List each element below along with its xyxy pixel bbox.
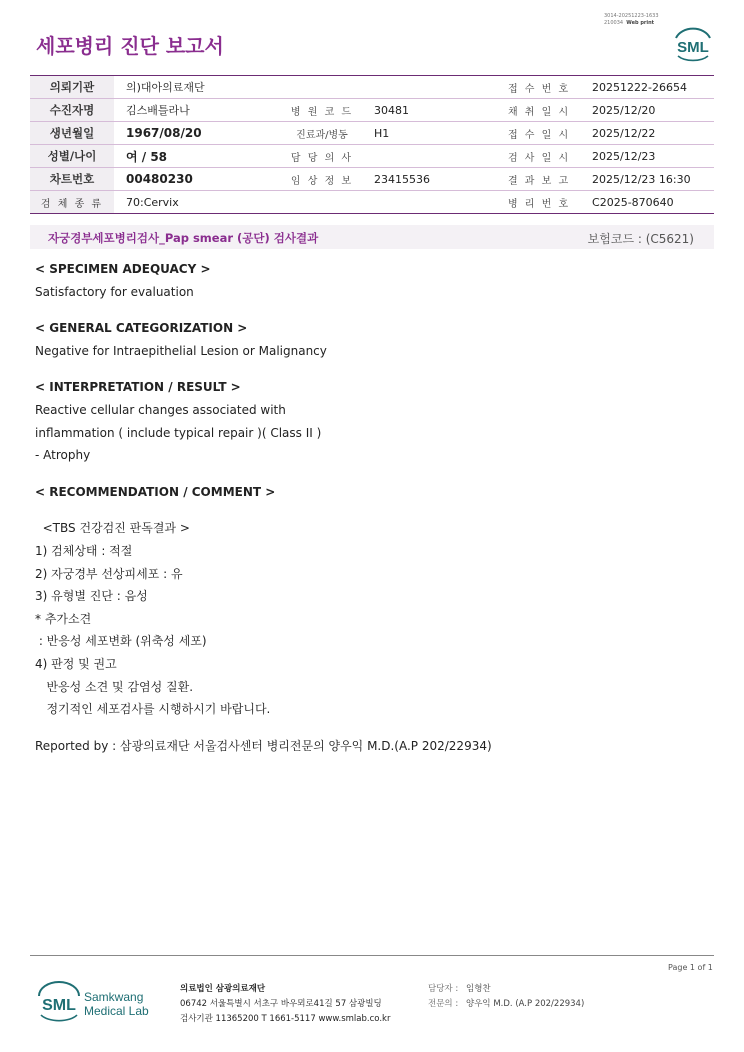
- specimen-value: 70:Cervix: [126, 195, 179, 209]
- test-title-bar: [30, 225, 714, 249]
- org-contact: 검사기관 11365200 T 1661-5117 www.smlab.co.kr: [180, 1014, 391, 1024]
- category-heading: < GENERAL CATEGORIZATION >: [35, 321, 248, 336]
- adequacy-text: Satisfactory for evaluation: [35, 284, 194, 299]
- recommendation-line: : 반응성 세포변화 (위축성 세포): [35, 634, 207, 649]
- interpretation-line: inflammation ( include typical repair )( Class II ): [35, 425, 322, 440]
- exam-date-label: 검 사 일 시: [498, 145, 580, 168]
- recommendation-line: * 추가소견: [35, 611, 92, 626]
- sex-age-label: 성별/나이: [30, 145, 114, 168]
- specimen-label: 검 체 종 류: [30, 191, 114, 214]
- recommendation-heading: < RECOMMENDATION / COMMENT >: [35, 484, 276, 499]
- hosp-code-label: 병 원 코 드: [282, 99, 362, 122]
- patient-value: 김스배틀라나: [114, 99, 282, 122]
- web-print-label: Web print: [626, 20, 655, 26]
- info-row: [30, 168, 714, 191]
- org-label: 의뢰기관: [30, 76, 114, 99]
- patient-info-table: [30, 75, 714, 214]
- footer-organization: [180, 982, 390, 1027]
- info-row: [30, 76, 714, 99]
- receipt-no-value: 20251222-26654: [580, 76, 714, 99]
- receipt-date-value: 2025/12/22: [580, 122, 714, 145]
- recommendation-line: 정기적인 세포검사를 시행하시기 바랍니다.: [35, 702, 271, 717]
- birth-label: 생년월일: [30, 122, 114, 145]
- birth-value: 1967/08/20: [114, 122, 282, 145]
- path-no-label: 병 리 번 호: [507, 198, 571, 210]
- info-row: [30, 191, 714, 214]
- brand-line-2: Medical Lab: [84, 1004, 149, 1018]
- org-name: 의료법인 삼광의료재단: [180, 984, 266, 994]
- path-no-value: C2025-870640: [592, 195, 674, 209]
- recommendation-line: 반응성 소견 및 감염성 질환.: [35, 679, 194, 694]
- brand-line-1: Samkwang: [84, 990, 144, 1004]
- staff-label: 담당자 :: [428, 984, 459, 994]
- print-sub: 210034: [604, 20, 624, 26]
- receipt-no-label: 접 수 번 호: [498, 76, 580, 99]
- sex-age-value: 여 / 58: [114, 145, 282, 168]
- collect-date-label: 채 취 일 시: [498, 99, 580, 122]
- insurance-code: 보험코드 : (C5621): [587, 232, 694, 246]
- patient-label: 수진자명: [30, 99, 114, 122]
- hosp-code-value: 30481: [362, 99, 498, 122]
- interpretation-line: - Atrophy: [35, 448, 91, 463]
- recommendation-line: 2) 자궁경부 선상피세포 : 유: [35, 566, 183, 581]
- doctor-label: 담 당 의 사: [282, 145, 362, 168]
- interpretation-line: Reactive cellular changes associated with: [35, 402, 286, 417]
- footer-divider: [30, 955, 714, 956]
- info-row: [30, 122, 714, 145]
- dept-value: H1: [362, 122, 498, 145]
- page-number: Page 1 of 1: [668, 963, 713, 972]
- org-value: 의)대아의료재단: [114, 76, 498, 99]
- sml-logo: [670, 24, 716, 64]
- clinical-value: 23415536: [362, 168, 498, 191]
- report-body: [35, 258, 675, 757]
- recommendation-line: 1) 검체상태 : 적절: [35, 543, 133, 558]
- samkwang-logo: [36, 980, 154, 1026]
- category-text: Negative for Intraepithelial Lesion or Malignancy: [35, 343, 327, 358]
- page-title: 세포병리 진단 보고서: [36, 34, 224, 58]
- logo-foot-text: SML: [42, 997, 76, 1014]
- doctor-value: [362, 145, 498, 168]
- collect-date-value: 2025/12/20: [580, 99, 714, 122]
- specialist-value: 양우익 M.D. (A.P 202/22934): [466, 999, 585, 1009]
- clinical-label: 임 상 정 보: [282, 168, 362, 191]
- reported-by: Reported by : 삼광의료재단 서울검사센터 병리전문의 양우익 M.D.(A.P 202/22934): [35, 738, 492, 753]
- exam-date-value: 2025/12/23: [580, 145, 714, 168]
- test-title: 자궁경부세포병리검사_Pap smear (공단) 검사결과: [48, 231, 319, 245]
- info-row: [30, 145, 714, 168]
- recommendation-line: 4) 판정 및 권고: [35, 656, 117, 671]
- print-code: 3014-20251223-1633: [604, 13, 659, 19]
- specialist-label: 전문의 :: [428, 999, 459, 1009]
- chart-label: 차트번호: [30, 168, 114, 191]
- adequacy-heading: < SPECIMEN ADEQUACY >: [35, 262, 211, 276]
- interpretation-heading: < INTERPRETATION / RESULT >: [35, 380, 241, 395]
- staff-value: 임형찬: [466, 984, 491, 994]
- footer-staff: [428, 982, 584, 1012]
- recommendation-line: 3) 유형별 진단 : 음성: [35, 589, 148, 604]
- info-row: [30, 99, 714, 122]
- recommendation-line: <TBS 건강검진 판독결과 >: [35, 521, 190, 536]
- receipt-date-label: 접 수 일 시: [498, 122, 580, 145]
- org-address: 06742 서울특별시 서초구 바우뫼로41길 57 삼광빌딩: [180, 999, 382, 1009]
- report-date-label: 결 과 보 고: [498, 168, 580, 191]
- chart-value: 00480230: [114, 168, 282, 191]
- logo-text: SML: [677, 39, 709, 56]
- dept-label: 진료과/병동: [282, 122, 362, 145]
- report-date-value: 2025/12/23 16:30: [580, 168, 714, 191]
